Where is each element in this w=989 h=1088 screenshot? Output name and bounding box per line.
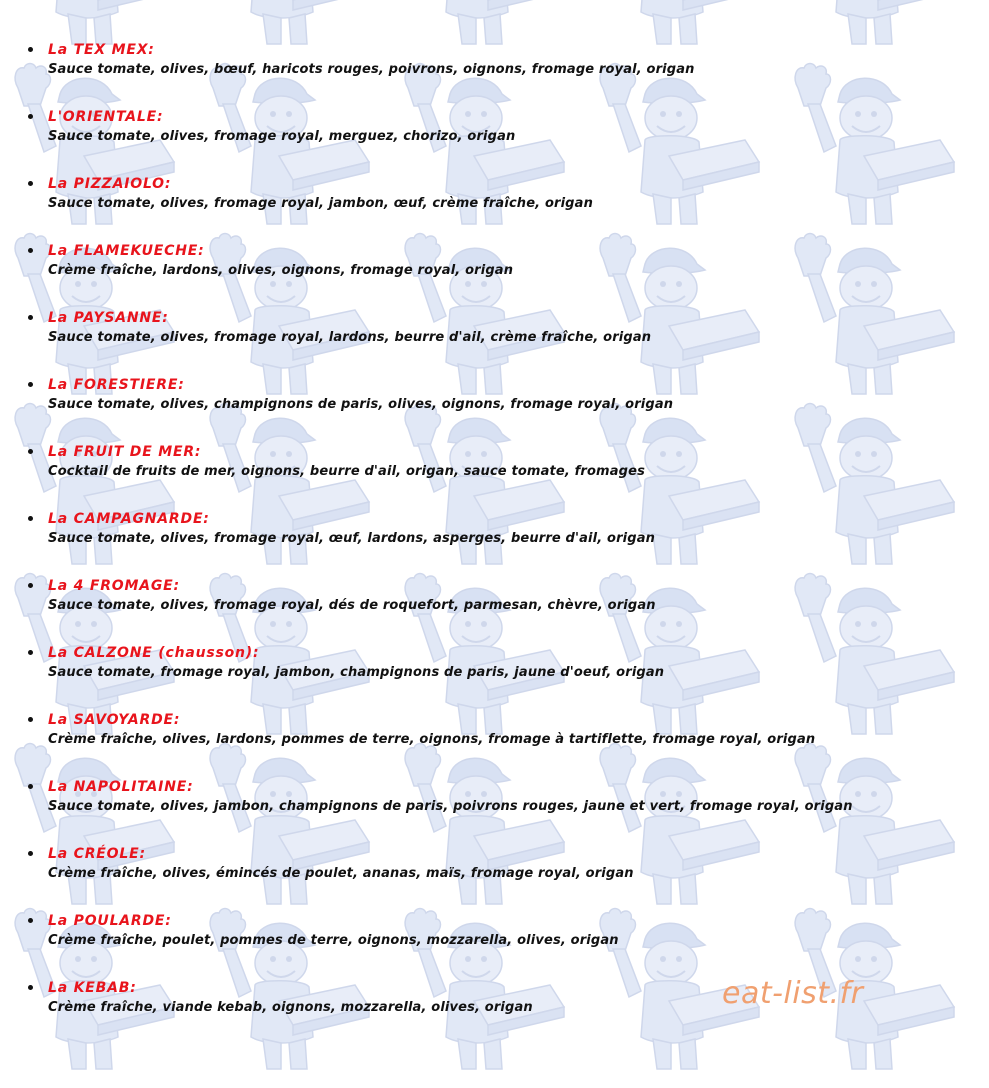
bullet-icon xyxy=(28,851,33,856)
bullet-icon xyxy=(28,985,33,990)
pizza-ingredients: Sauce tomate, olives, fromage royal, œuf, lardons, asperges, beurre d'ail, origan xyxy=(48,531,656,546)
pizza-name: La SAVOYARDE: xyxy=(48,712,181,728)
pizza-ingredients: Crème fraîche, olives, émincés de poulet, ananas, maïs, fromage royal, origan xyxy=(48,866,634,881)
pizza-ingredients: Sauce tomate, olives, jambon, champignons de paris, poivrons rouges, jaune et vert, fromage royal, origan xyxy=(48,799,853,814)
pizza-ingredients: Sauce tomate, fromage royal, jambon, champignons de paris, jaune d'oeuf, origan xyxy=(48,665,665,680)
pizza-ingredients: Cocktail de fruits de mer, oignons, beurre d'ail, origan, sauce tomate, fromages xyxy=(48,464,645,479)
list-item xyxy=(28,174,978,241)
pizza-ingredients: Crème fraîche, poulet, pommes de terre, oignons, mozzarella, olives, origan xyxy=(48,933,619,948)
list-item xyxy=(28,442,978,509)
list-item xyxy=(28,509,978,576)
pizza-name: La TEX MEX: xyxy=(48,42,155,58)
pizza-name: La PAYSANNE: xyxy=(48,310,169,326)
pizza-ingredients: Sauce tomate, olives, fromage royal, jambon, œuf, crème fraîche, origan xyxy=(48,196,593,211)
pizza-name: La KEBAB: xyxy=(48,980,137,996)
pizza-ingredients: Sauce tomate, olives, fromage royal, dés de roquefort, parmesan, chèvre, origan xyxy=(48,598,656,613)
pizza-name: La NAPOLITAINE: xyxy=(48,779,194,795)
pizza-name: La CRÉOLE: xyxy=(48,846,146,862)
pizza-name: La FRUIT DE MER: xyxy=(48,444,202,460)
list-item xyxy=(28,911,978,978)
pizza-ingredients: Sauce tomate, olives, bœuf, haricots rouges, poivrons, oignons, fromage royal, origan xyxy=(48,62,695,77)
pizza-name: La FLAMEKUECHE: xyxy=(48,243,205,259)
bullet-icon xyxy=(28,650,33,655)
pizza-name: La FORESTIERE: xyxy=(48,377,185,393)
pizza-ingredients: Sauce tomate, olives, champignons de paris, olives, oignons, fromage royal, origan xyxy=(48,397,674,412)
list-item xyxy=(28,643,978,710)
pizza-name: La PIZZAIOLO: xyxy=(48,176,172,192)
bullet-icon xyxy=(28,449,33,454)
list-item xyxy=(28,107,978,174)
pizza-menu-list xyxy=(28,40,978,1045)
bullet-icon xyxy=(28,717,33,722)
bullet-icon xyxy=(28,315,33,320)
bullet-icon xyxy=(28,248,33,253)
pizza-name: La CAMPAGNARDE: xyxy=(48,511,210,527)
bullet-icon xyxy=(28,382,33,387)
pizza-ingredients: Crème fraîche, viande kebab, oignons, mozzarella, olives, origan xyxy=(48,1000,533,1015)
site-watermark: eat-list.fr xyxy=(722,976,864,1011)
bullet-icon xyxy=(28,516,33,521)
bullet-icon xyxy=(28,47,33,52)
bullet-icon xyxy=(28,784,33,789)
list-item xyxy=(28,241,978,308)
list-item xyxy=(28,576,978,643)
pizza-ingredients: Sauce tomate, olives, fromage royal, merguez, chorizo, origan xyxy=(48,129,516,144)
pizza-ingredients: Crème fraîche, olives, lardons, pommes de terre, oignons, fromage à tartiflette, fromage royal, origan xyxy=(48,732,816,747)
list-item xyxy=(28,777,978,844)
list-item xyxy=(28,40,978,107)
pizza-name: La CALZONE (chausson): xyxy=(48,645,260,661)
list-item xyxy=(28,710,978,777)
bullet-icon xyxy=(28,114,33,119)
pizza-ingredients: Crème fraîche, lardons, olives, oignons, fromage royal, origan xyxy=(48,263,514,278)
bullet-icon xyxy=(28,918,33,923)
bullet-icon xyxy=(28,181,33,186)
list-item xyxy=(28,308,978,375)
pizza-name: La POULARDE: xyxy=(48,913,172,929)
list-item xyxy=(28,375,978,442)
list-item xyxy=(28,844,978,911)
pizza-ingredients: Sauce tomate, olives, fromage royal, lardons, beurre d'ail, crème fraîche, origan xyxy=(48,330,652,345)
pizza-name: La 4 FROMAGE: xyxy=(48,578,180,594)
pizza-name: L'ORIENTALE: xyxy=(48,109,164,125)
bullet-icon xyxy=(28,583,33,588)
